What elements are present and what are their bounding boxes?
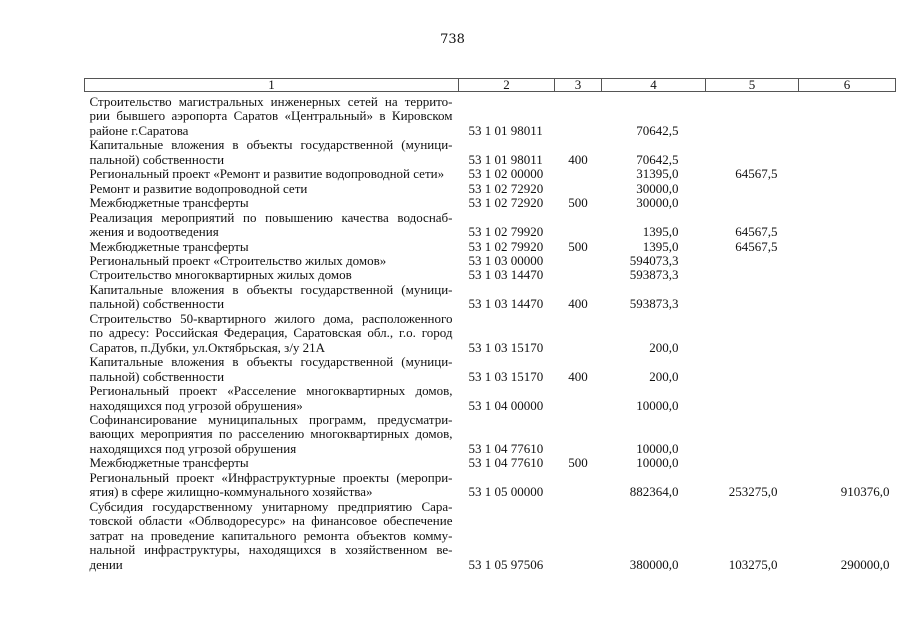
- expense-type: [555, 384, 602, 413]
- description-line: Капитальные вложения в объекты государственной (муници-: [89, 137, 453, 153]
- target-code: 53 1 05 97506: [468, 556, 544, 572]
- expense-type: [555, 92, 602, 139]
- column-header-row: [85, 79, 896, 92]
- amount-col5: [706, 268, 799, 282]
- row-description: [85, 211, 459, 240]
- description-line: нальной инфраструктуры, находящихся в хозяйственном ве-: [89, 542, 453, 558]
- amount-col4: 882364,0: [629, 484, 679, 500]
- table-row: [85, 268, 896, 282]
- description-line: дении: [89, 556, 123, 572]
- amount-col5: [706, 456, 799, 470]
- table-row: [85, 211, 896, 240]
- target-code: 53 1 03 15170: [468, 339, 544, 355]
- amount-col6: [799, 196, 896, 210]
- amount-col6: [799, 167, 896, 181]
- amount-col5: [706, 138, 799, 167]
- amount-col6: [799, 138, 896, 167]
- expense-type: [555, 312, 602, 355]
- target-code: 53 1 05 00000: [468, 484, 544, 500]
- description-line: Региональный проект «Инфраструктурные проекты (меропри-: [89, 469, 453, 485]
- amount-col5: [706, 182, 799, 196]
- row-description: [85, 283, 459, 312]
- page-number: 738: [440, 32, 465, 47]
- row-description: [85, 240, 459, 254]
- expense-type: 500: [568, 195, 588, 211]
- amount-col4: 30000,0: [636, 180, 679, 196]
- table-row: [85, 283, 896, 312]
- amount-col6: [799, 254, 896, 268]
- table-row: [85, 182, 896, 196]
- row-description: [85, 138, 459, 167]
- amount-col5: [706, 254, 799, 268]
- amount-col4: 200,0: [649, 339, 679, 355]
- amount-col5: [706, 92, 799, 139]
- amount-col6: [799, 312, 896, 355]
- description-line: ятия) в сфере жилищно-коммунального хозяйства»: [89, 484, 373, 500]
- target-code: 53 1 01 98011: [468, 122, 543, 138]
- amount-col4: 1395,0: [642, 238, 679, 254]
- description-line: Строительство многоквартирных жилых домов: [89, 267, 352, 283]
- row-description: [85, 355, 459, 384]
- description-line: Региональный проект «Строительство жилых домов»: [89, 252, 387, 268]
- amount-col6: [799, 384, 896, 413]
- row-description: [85, 196, 459, 210]
- target-code: 53 1 04 77610: [468, 455, 544, 471]
- description-line: затрат на проведение капитального ремонта объектов комму-: [89, 527, 453, 543]
- description-line: находящихся под угрозой обрушения: [89, 440, 297, 456]
- table-row: [85, 254, 896, 268]
- column-header: 2: [459, 79, 555, 92]
- table-row: [85, 413, 896, 456]
- description-line: Реализация мероприятий по повышению качества водоснаб-: [89, 209, 453, 225]
- target-code: 53 1 02 79920: [468, 238, 544, 254]
- table-row: [85, 312, 896, 355]
- amount-col4: 10000,0: [636, 455, 679, 471]
- table-row: [85, 500, 896, 572]
- target-code: 53 1 02 72920: [468, 195, 544, 211]
- amount-col5: 64567,5: [735, 224, 778, 240]
- amount-col6: [799, 355, 896, 384]
- description-line: районе г.Саратова: [89, 122, 189, 138]
- target-code: 53 1 02 00000: [468, 166, 544, 182]
- description-line: Саратов, п.Дубки, ул.Октябрьская, з/у 21А: [89, 339, 326, 355]
- target-code: 53 1 04 00000: [468, 397, 544, 413]
- row-description: [85, 254, 459, 268]
- expense-type: [555, 254, 602, 268]
- column-header: 4: [602, 79, 706, 92]
- amount-col4: 30000,0: [636, 195, 679, 211]
- amount-col6: [799, 268, 896, 282]
- column-header: 1: [85, 79, 459, 92]
- amount-col5: 103275,0: [728, 556, 778, 572]
- column-header: 6: [799, 79, 896, 92]
- target-code: 53 1 04 77610: [468, 440, 544, 456]
- expense-type: [555, 471, 602, 500]
- description-line: Межбюджетные трансферты: [89, 195, 249, 211]
- description-line: Строительство 50-квартирного жилого дома, расположенного: [89, 310, 453, 326]
- amount-col6: [799, 182, 896, 196]
- amount-col5: [706, 355, 799, 384]
- expense-type: 400: [568, 296, 588, 312]
- row-description: [85, 268, 459, 282]
- table-row: [85, 471, 896, 500]
- amount-col6: [799, 283, 896, 312]
- amount-col6: [799, 211, 896, 240]
- expense-type: 400: [568, 368, 588, 384]
- row-description: [85, 167, 459, 181]
- row-description: [85, 384, 459, 413]
- table-row: [85, 384, 896, 413]
- table-row: [85, 138, 896, 167]
- amount-col6: 910376,0: [840, 484, 890, 500]
- expense-type: 400: [568, 151, 588, 167]
- description-line: находящихся под угрозой обрушения»: [89, 397, 303, 413]
- description-line: Ремонт и развитие водопроводной сети: [89, 180, 308, 196]
- description-line: товской области «Облводоресурс» на финансовое обеспечение: [89, 513, 453, 529]
- row-description: [85, 182, 459, 196]
- description-line: пальной) собственности: [89, 296, 225, 312]
- description-line: Региональный проект «Расселение многоквартирных домов,: [89, 383, 453, 399]
- description-line: жения и водоотведения: [89, 224, 219, 240]
- table-row: [85, 355, 896, 384]
- expense-type: [555, 167, 602, 181]
- amount-col6: 290000,0: [840, 556, 890, 572]
- target-code: 53 1 02 72920: [468, 180, 544, 196]
- amount-col6: [799, 456, 896, 470]
- table-row: [85, 92, 896, 139]
- description-line: по адресу: Российская Федерация, Саратовская обл., г.о. город: [89, 325, 453, 341]
- amount-col4: 380000,0: [629, 556, 679, 572]
- row-description: [85, 471, 459, 500]
- amount-col4: 31395,0: [636, 166, 679, 182]
- description-line: Субсидия государственному унитарному предприятию Сара-: [89, 498, 453, 514]
- expense-type: 500: [568, 238, 588, 254]
- row-description: [85, 92, 459, 139]
- row-description: [85, 413, 459, 456]
- amount-col5: 64567,5: [735, 166, 778, 182]
- expense-type: [555, 211, 602, 240]
- amount-col5: [706, 384, 799, 413]
- target-code: 53 1 03 15170: [468, 368, 544, 384]
- amount-col4: 593873,3: [629, 267, 679, 283]
- description-line: Капитальные вложения в объекты государственной (муници-: [89, 354, 453, 370]
- amount-col4: 10000,0: [636, 397, 679, 413]
- target-code: 53 1 03 14470: [468, 296, 544, 312]
- expense-type: [555, 500, 602, 572]
- description-line: Строительство магистральных инженерных сетей на террито-: [89, 94, 453, 109]
- table-row: [85, 240, 896, 254]
- description-line: рии бывшего аэропорта Саратов «Центральный» в Кировском: [89, 108, 453, 124]
- amount-col4: 1395,0: [642, 224, 679, 240]
- amount-col6: [799, 413, 896, 456]
- row-description: [85, 456, 459, 470]
- description-line: Межбюджетные трансферты: [89, 238, 249, 254]
- table-row: [85, 456, 896, 470]
- description-line: Региональный проект «Ремонт и развитие водопроводной сети»: [89, 166, 445, 182]
- expense-type: [555, 268, 602, 282]
- amount-col4: 10000,0: [636, 440, 679, 456]
- expense-type: [555, 413, 602, 456]
- amount-col6: [799, 92, 896, 139]
- description-line: Межбюджетные трансферты: [89, 455, 249, 471]
- budget-table: [84, 78, 896, 572]
- target-code: 53 1 03 14470: [468, 267, 544, 283]
- row-description: [85, 500, 459, 572]
- amount-col6: [799, 240, 896, 254]
- amount-col5: [706, 196, 799, 210]
- amount-col4: 594073,3: [629, 252, 679, 268]
- column-header: 5: [706, 79, 799, 92]
- description-line: пальной) собственности: [89, 368, 225, 384]
- target-code: 53 1 03 00000: [468, 252, 544, 268]
- table-row: [85, 167, 896, 181]
- expense-type: 500: [568, 455, 588, 471]
- amount-col4: 593873,3: [629, 296, 679, 312]
- amount-col4: 70642,5: [636, 122, 679, 138]
- target-code: 53 1 02 79920: [468, 224, 544, 240]
- table-row: [85, 196, 896, 210]
- description-line: пальной) собственности: [89, 151, 225, 167]
- amount-col5: [706, 312, 799, 355]
- row-description: [85, 312, 459, 355]
- description-line: Капитальные вложения в объекты государственной (муници-: [89, 281, 453, 297]
- amount-col4: 200,0: [649, 368, 679, 384]
- amount-col5: [706, 283, 799, 312]
- amount-col5: 64567,5: [735, 238, 778, 254]
- amount-col5: [706, 413, 799, 456]
- column-header: 3: [555, 79, 602, 92]
- amount-col4: 70642,5: [636, 151, 679, 167]
- description-line: вающих мероприятия по расселению многоквартирных домов,: [89, 426, 453, 442]
- amount-col5: 253275,0: [728, 484, 778, 500]
- description-line: Софинансирование муниципальных программ, предусматри-: [89, 411, 453, 427]
- expense-type: [555, 182, 602, 196]
- target-code: 53 1 01 98011: [468, 151, 543, 167]
